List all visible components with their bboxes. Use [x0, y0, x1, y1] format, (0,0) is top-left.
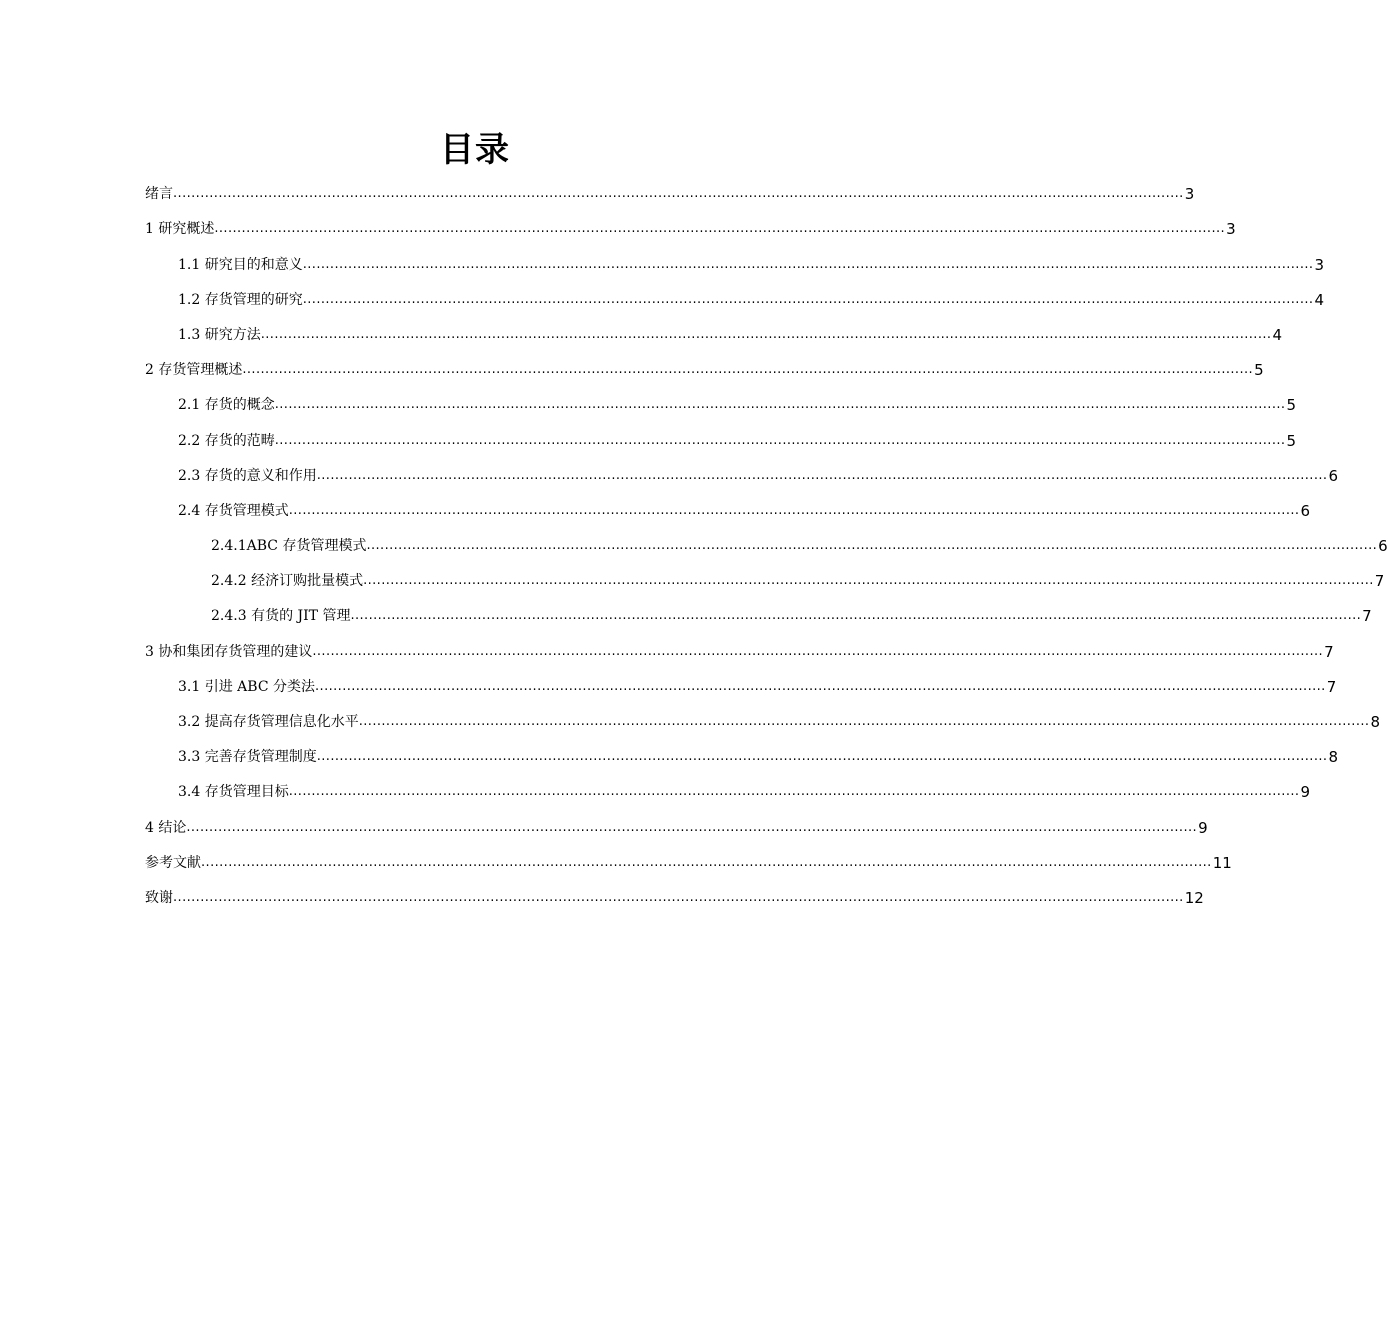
page-title: 目录 — [440, 130, 510, 170]
toc-dot-leader: ............................................................................................................................................................................................................................... — [242, 362, 1254, 378]
toc-entry-text: 1.1 研究目的和意义 — [178, 256, 303, 273]
toc-entry-text: 1 研究概述 — [145, 221, 215, 238]
toc-page-number: 3 — [1184, 185, 1195, 204]
toc-entry[interactable] — [145, 276, 1324, 311]
toc-page-number: 7 — [1326, 677, 1337, 696]
toc-entry[interactable] — [145, 452, 1338, 487]
toc-page-number: 11 — [1212, 853, 1232, 872]
toc-entry-text: 3.2 提高存货管理信息化水平 — [178, 714, 359, 730]
toc-dot-leader: ............................................................................................................................................................................................................................... — [274, 397, 1286, 413]
toc-list — [145, 170, 1388, 909]
toc-entry[interactable] — [145, 733, 1338, 768]
toc-dot-leader: ............................................................................................................................................................................................................................... — [350, 608, 1362, 624]
toc-dot-leader: ............................................................................................................................................................................................................................... — [302, 256, 1314, 272]
toc-page-number: 12 — [1184, 888, 1204, 907]
toc-dot-leader: ............................................................................................................................................................................................................................... — [366, 538, 1378, 554]
toc-dot-leader: ............................................................................................................................................................................................................................... — [201, 854, 1212, 870]
toc-page-number: 6 — [1300, 501, 1310, 520]
toc-dot-leader: ............................................................................................................................................................................................................................... — [260, 326, 1272, 342]
toc-page-number: 8 — [1328, 748, 1338, 767]
toc-entry[interactable] — [145, 768, 1310, 803]
toc-entry-text: 绪言 — [145, 186, 173, 203]
toc-entry[interactable] — [145, 522, 1388, 557]
toc-entry[interactable] — [145, 592, 1372, 627]
toc-dot-leader: ............................................................................................................................................................................................................................... — [312, 643, 1324, 659]
toc-entry-text: 3 协和集团存货管理的建议 — [145, 643, 313, 660]
toc-page-number: 6 — [1328, 466, 1338, 485]
toc-page-number: 3 — [1226, 220, 1236, 239]
toc-entry-text: 2.4 存货管理模式 — [178, 502, 289, 519]
toc-entry[interactable] — [145, 205, 1236, 240]
toc-entry-text: 3.1 引进 ABC 分类法 — [178, 678, 315, 695]
toc-page-number: 8 — [1370, 713, 1380, 731]
toc-dot-leader: ............................................................................................................................................................................................................................... — [173, 186, 1184, 202]
toc-entry[interactable] — [145, 487, 1310, 522]
toc-page-number: 7 — [1374, 572, 1385, 591]
toc-entry[interactable] — [145, 839, 1232, 874]
toc-page-number: 5 — [1286, 431, 1296, 450]
toc-entry-text: 1.2 存货管理的研究 — [178, 291, 303, 308]
toc-dot-leader: ............................................................................................................................................................................................................................... — [214, 221, 1226, 237]
toc-dot-leader: ............................................................................................................................................................................................................................... — [358, 714, 1370, 729]
toc-entry-text: 3.3 完善存货管理制度 — [178, 749, 317, 766]
toc-entry[interactable] — [145, 874, 1204, 909]
toc-page-number: 7 — [1324, 642, 1334, 661]
toc-entry[interactable] — [145, 416, 1296, 451]
toc-page-number: 9 — [1198, 818, 1208, 837]
toc-page-number: 4 — [1272, 325, 1282, 344]
toc-entry[interactable] — [145, 346, 1264, 381]
toc-page-number: 7 — [1362, 607, 1372, 626]
toc-entry[interactable] — [145, 311, 1282, 346]
toc-page-number: 5 — [1286, 396, 1296, 415]
toc-dot-leader: ............................................................................................................................................................................................................................... — [315, 678, 1326, 694]
toc-dot-leader: ............................................................................................................................................................................................................................... — [363, 573, 1374, 589]
toc-entry[interactable] — [145, 240, 1324, 275]
toc-entry-text: 3.4 存货管理目标 — [178, 784, 289, 801]
toc-entry-text: 参考文献 — [145, 854, 201, 871]
toc-entry-text: 2.2 存货的范畴 — [178, 432, 275, 449]
toc-entry[interactable] — [145, 803, 1208, 838]
toc-entry-text: 2.1 存货的概念 — [178, 397, 275, 414]
toc-dot-leader: ............................................................................................................................................................................................................................... — [173, 889, 1184, 905]
toc-entry[interactable] — [145, 698, 1380, 733]
toc-entry[interactable] — [145, 557, 1385, 592]
toc-page-number: 5 — [1254, 361, 1264, 380]
toc-page-number: 9 — [1300, 783, 1310, 802]
toc-entry-text: 2.4.2 经济订购批量模式 — [211, 573, 364, 590]
toc-entry[interactable] — [145, 381, 1296, 416]
toc-dot-leader: ............................................................................................................................................................................................................................... — [302, 291, 1314, 307]
toc-dot-leader: ............................................................................................................................................................................................................................... — [316, 467, 1328, 483]
toc-entry-text: 2 存货管理概述 — [145, 362, 243, 379]
toc-entry-text: 致谢 — [145, 889, 173, 906]
toc-entry-text: 2.4.3 有货的 JIT 管理 — [211, 608, 351, 625]
toc-page-number: 4 — [1314, 290, 1324, 309]
toc-entry-text: 4 结论 — [145, 819, 187, 836]
toc-dot-leader: ............................................................................................................................................................................................................................... — [288, 502, 1300, 518]
toc-entry[interactable] — [145, 627, 1334, 662]
toc-page-number: 3 — [1314, 255, 1324, 274]
toc-dot-leader: ............................................................................................................................................................................................................................... — [316, 749, 1328, 765]
toc-entry-text: 2.4.1ABC 存货管理模式 — [211, 538, 367, 555]
toc-dot-leader: ............................................................................................................................................................................................................................... — [186, 819, 1198, 835]
toc-entry-text: 1.3 研究方法 — [178, 326, 261, 343]
toc-dot-leader: ............................................................................................................................................................................................................................... — [274, 432, 1286, 448]
toc-entry[interactable] — [145, 663, 1337, 698]
toc-page-number: 6 — [1378, 537, 1388, 556]
toc-dot-leader: ............................................................................................................................................................................................................................... — [288, 784, 1300, 800]
toc-entry-text: 2.3 存货的意义和作用 — [178, 467, 317, 484]
toc-entry[interactable] — [145, 170, 1195, 205]
